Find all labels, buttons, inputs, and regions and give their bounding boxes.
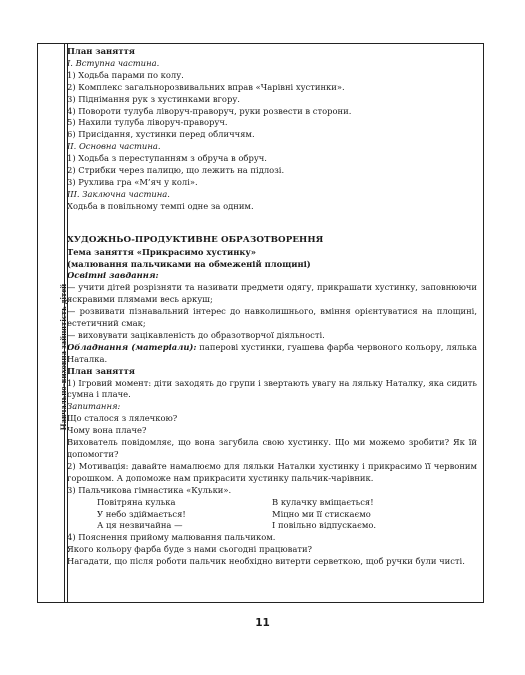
poem-line: Повітряна кулька (97, 496, 176, 507)
list-item: 2) Комплекс загальнорозвивальних вправ «Чарівні хустинки». (67, 81, 345, 92)
reminder: Нагадати, що після роботи пальчик необхідно витерти серветкою, щоб ручки були чисті. (67, 556, 465, 567)
list-item: 4) Повороти тулуба ліворуч-праворуч, руки розвести в сторони. (67, 105, 352, 116)
list-item: 1) Ходьба парами по колу. (67, 69, 184, 80)
main-part-heading: ІІ. Основна частина. (67, 141, 161, 152)
list-item: 2) Стрибки через палицю, що лежить на підлозі. (67, 165, 285, 176)
questions-label: Запитання: (67, 401, 121, 412)
section-title: ХУДОЖНЬО-ПРОДУКТИВНЕ ОБРАЗОТВОРЕННЯ (67, 234, 324, 245)
step-1: 1) Ігровий момент: діти заходять до групи і звертають увагу на ляльку Наталку, яка сидить сумна і плаче. (67, 377, 477, 400)
materials-text: паперові хустинки, гуашева фарба червоного кольору, лялька Наталка. (67, 341, 477, 364)
step-2: 2) Мотивація: давайте намалюємо для ляльки Наталки хустинку і прикрасимо її червоним горошком. А допоможе нам прикрасити хустинку пальчик-чарівник. (67, 460, 477, 483)
list-item: 5) Нахили тулуба ліворуч-праворуч. (67, 117, 228, 128)
teacher-text: Вихователь повідомляє, що вона загубила свою хустинку. Що ми можемо зробити? Як їй допомогти? (67, 437, 477, 459)
list-item: 1) Ходьба з переступанням з обруча в обруч. (67, 153, 267, 164)
task-item: — розвивати пізнавальний інтерес до навколишнього, вміння орієнтуватися на площині, естетичний смак; (67, 306, 477, 329)
list-item: 3) Рухлива гра «М’яч у колі». (67, 176, 198, 187)
final-text: Ходьба в повільному темпі одне за одним. (67, 200, 254, 211)
step-4: 4) Пояснення прийому малювання пальчиком. (67, 532, 276, 543)
materials-label: Обладнання (матеріали): (67, 341, 197, 352)
poem-line: А ця незвичайна — (97, 520, 183, 531)
topic-title: Тема заняття «Прикрасимо хустинку» (67, 246, 257, 257)
step-3: 3) Пальчикова гімнастика «Кульки». (67, 484, 232, 495)
final-part-heading: ІІІ. Заключна частина. (67, 188, 170, 199)
intro-part-heading: І. Вступна частина. (67, 57, 160, 68)
poem-line: І повільно відпускаємо. (272, 520, 377, 531)
tasks-label: Освітні завдання: (67, 270, 159, 281)
task-item: — виховувати зацікавленість до образотворчої діяльності. (67, 329, 325, 340)
plan-title-2: План заняття (67, 365, 135, 376)
list-item: 3) Піднімання рук з хустинками вгору. (67, 93, 240, 104)
plan-title: План заняття (67, 46, 135, 56)
poem-line: Міцно ми її стискаємо (272, 508, 371, 519)
question: Чому вона плаче? (67, 425, 147, 436)
table-frame (37, 43, 484, 603)
poem-line: У небо здіймається! (97, 508, 186, 519)
list-item: 6) Присідання, хустинки перед обличчям. (67, 129, 255, 140)
page-number: 11 (255, 617, 270, 629)
poem (97, 497, 477, 533)
color-question: Якого кольору фарба буде з нами сьогодні працювати? (67, 544, 313, 555)
poem-line: В кулачку вміщається! (272, 496, 374, 507)
materials (67, 342, 477, 366)
task-item: — учити дітей розрізняти та називати предмети одягу, прикрашати хустинку, заповнюючи яскравими плямами весь аркуш; (67, 282, 477, 305)
side-label: Навчально-виховна зайнятість дітей (58, 283, 68, 431)
topic-subtitle: (малювання пальчиками на обмеженій площині) (67, 258, 311, 269)
lesson-content (67, 46, 477, 568)
question: Що сталося з лялечкою? (67, 413, 178, 424)
